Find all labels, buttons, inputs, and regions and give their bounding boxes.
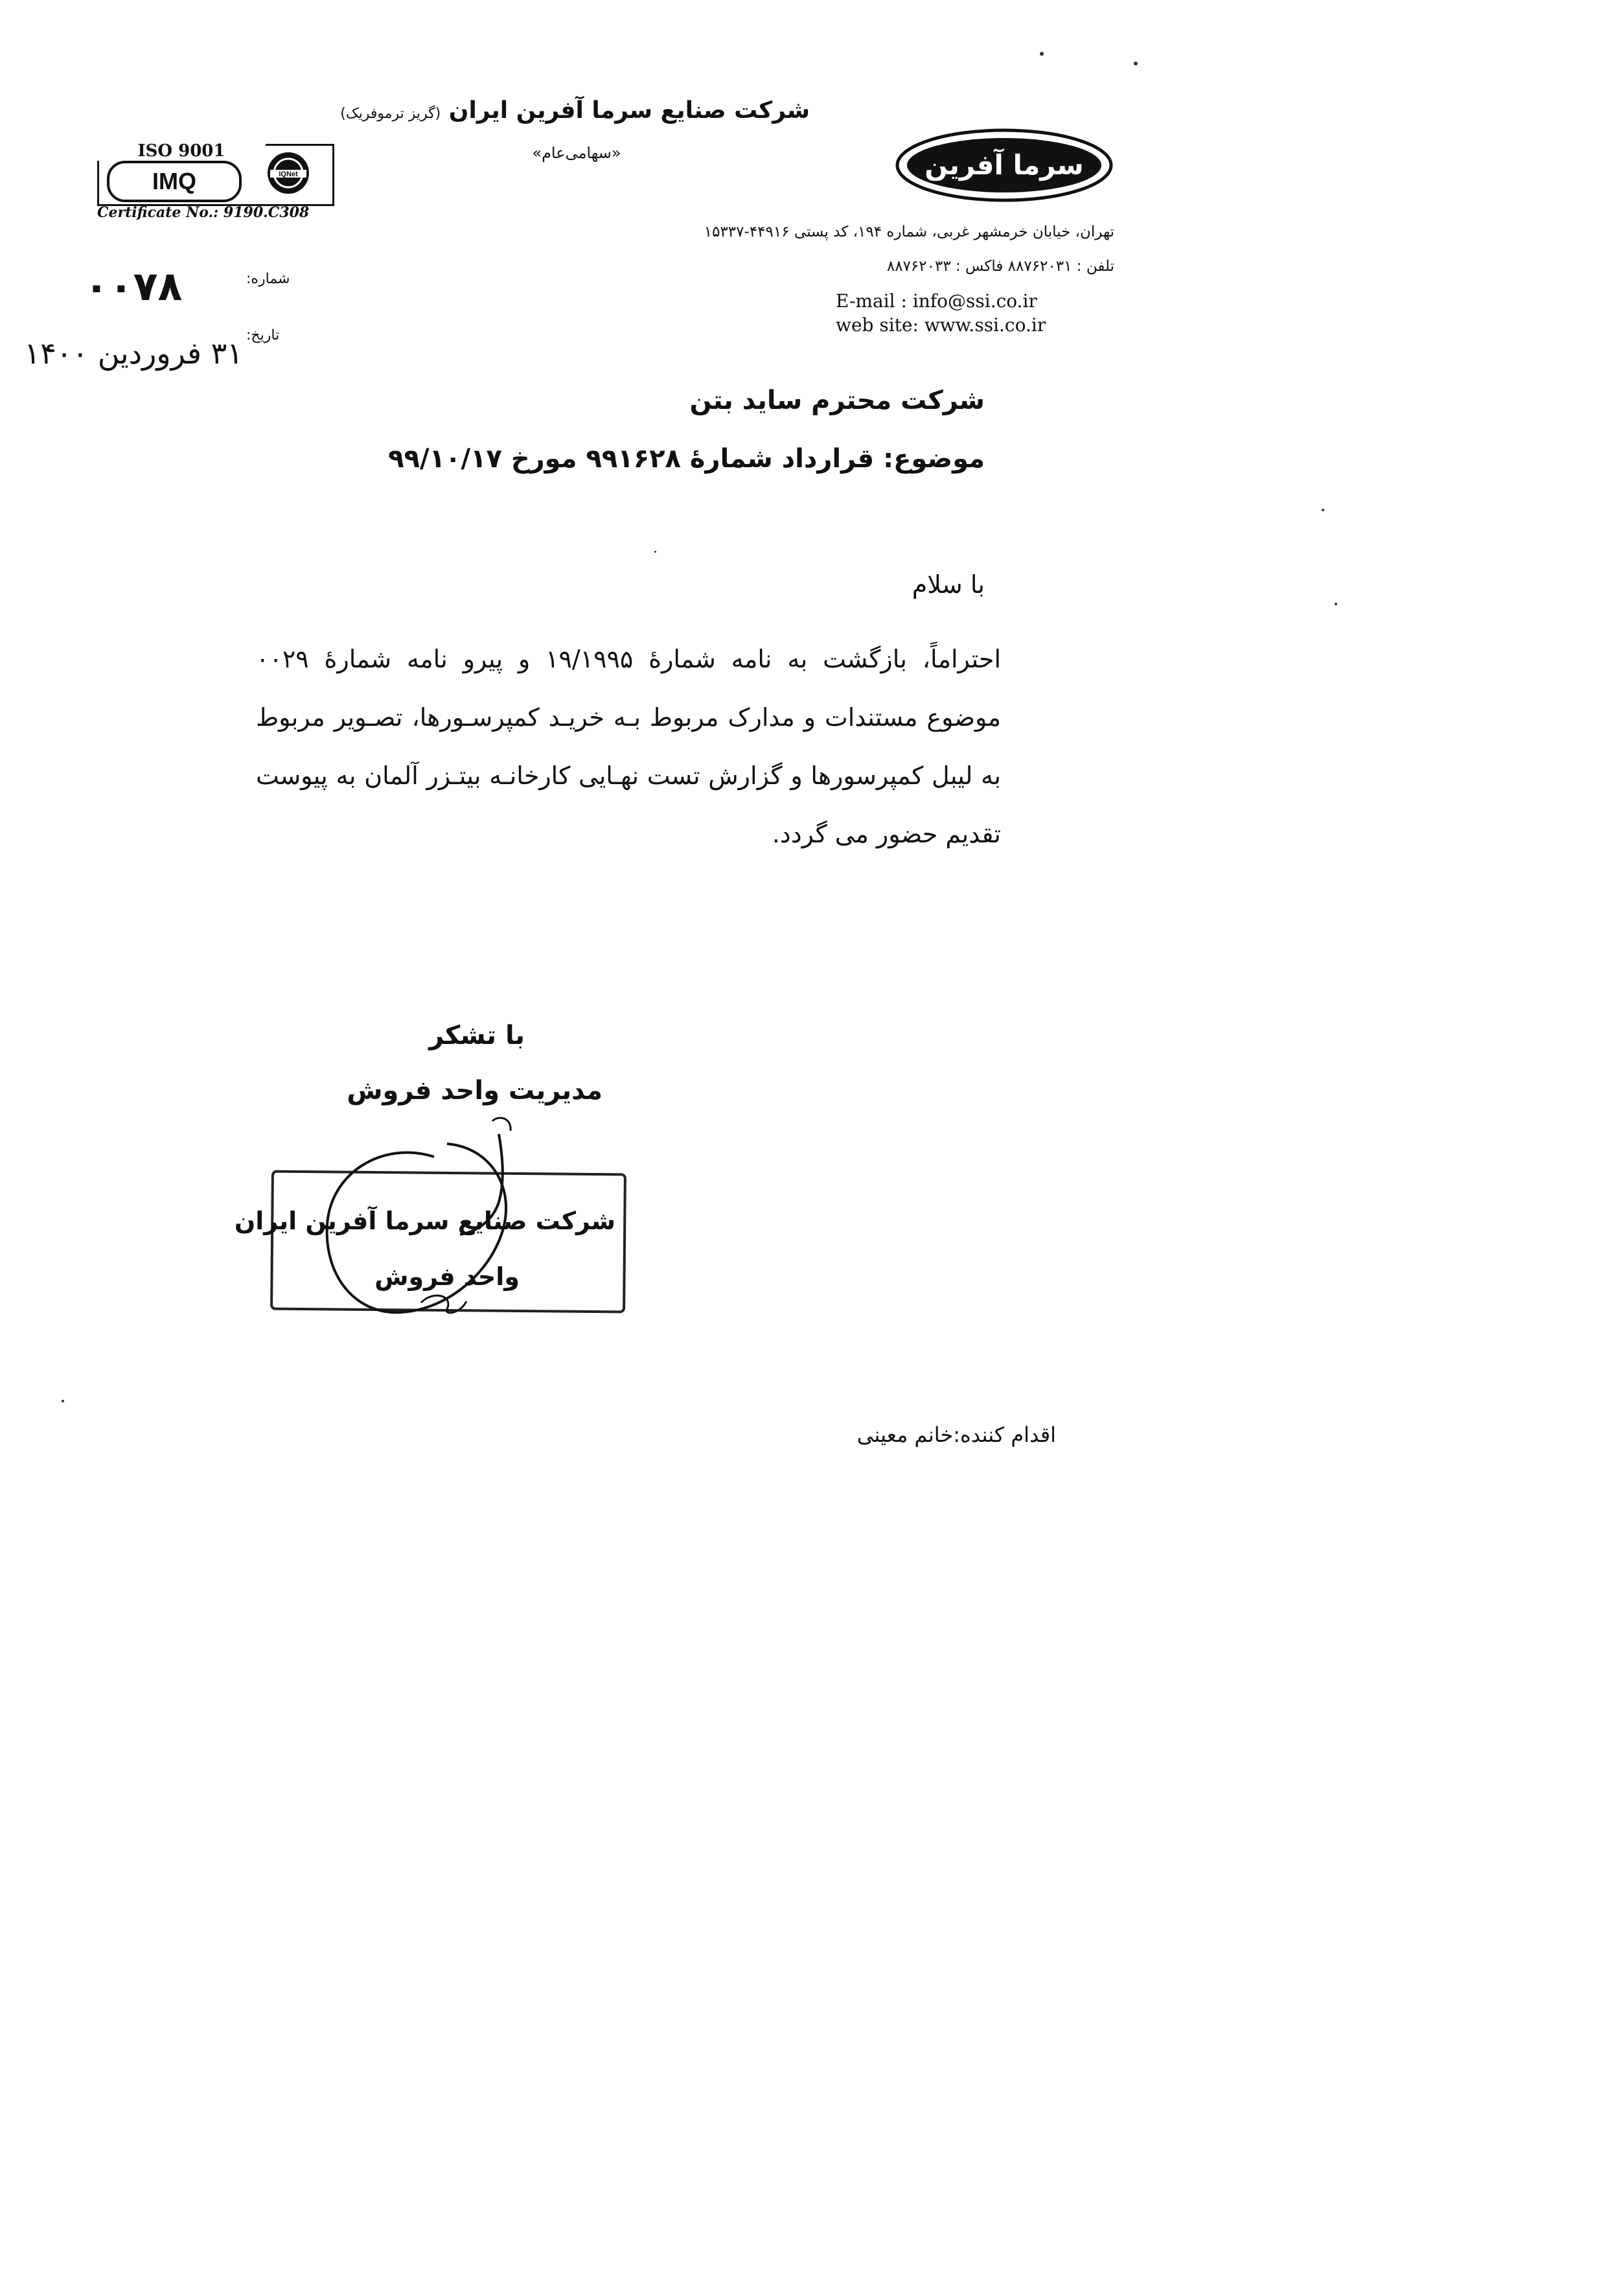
number-label: شماره: [246,271,290,287]
greeting: با سلام [912,570,985,599]
stamp-company-name: شرکت صنایع سرما آفرین ایران [234,1207,615,1235]
scan-speck [62,1400,64,1402]
company-name [340,97,810,124]
handwritten-signature [304,1095,577,1354]
company-address: تهران، خیابان خرمشهر غربی، شماره ۱۹۴، کد پستی ۴۴۹۱۶-۱۵۳۳۷ [704,224,1114,240]
website: web site: www.ssi.co.ir [836,314,1046,336]
logo-text: سرما آفرین [924,149,1084,181]
scan-speck [1134,62,1138,65]
company-name-text: شرکت صنایع سرما آفرین ایران [448,97,810,124]
scan-speck [654,551,656,553]
company-subtitle: (گریز ترموفریک) [340,106,441,122]
stamp-department: واحد فروش [374,1262,520,1291]
iso-title: ISO 9001 [97,141,266,161]
scan-speck [1040,52,1044,56]
company-type: «سهامی‌عام» [532,144,621,162]
subject-line: موضوع: قرارداد شمارهٔ ۹۹۱۶۲۸ مورخ ۹۹/۱۰/۱۷ [388,444,985,474]
action-by: اقدام کننده:خانم معینی [856,1422,1056,1447]
sender-department: مدیریت واحد فروش [347,1076,603,1106]
certificate-number: Certificate No.: 9190.C308 [97,204,310,221]
email: E-mail : info@ssi.co.ir [836,290,1037,312]
imq-logo: IMQ [107,161,242,202]
letter-date: ۳۱ فروردین ۱۴۰۰ [24,336,243,371]
iqnet-logo [256,150,321,196]
letter-body: احتراماً، بازگشت به نامه شمارهٔ ۱۹/۱۹۹۵ و پیرو نامه شمارهٔ ۰۰۲۹ موضوع مستندات و مدارک مربوط بـه خریـد کمپرسـورها، تصـویر مربوط به لیبل کمپرسورها و گزارش تست نهـایی کارخانـه بیتـزر آلمان به پیوست تقدیم حضور می گردد. [256,645,1001,848]
letter-number: ۰۰۷۸ [84,262,183,310]
scan-speck [1322,509,1324,511]
scan-speck [1335,603,1337,605]
closing: با تشکر [429,1021,525,1050]
date-label: تاریخ: [246,327,280,343]
brand-logo [894,126,1114,204]
iqnet-text: IQNet [279,170,298,178]
recipient: شرکت محترم ساید بتن [689,386,985,415]
phone-fax: تلفن : ۸۸۷۶۲۰۳۱ فاکس : ۸۸۷۶۲۰۳۳ [886,258,1114,275]
